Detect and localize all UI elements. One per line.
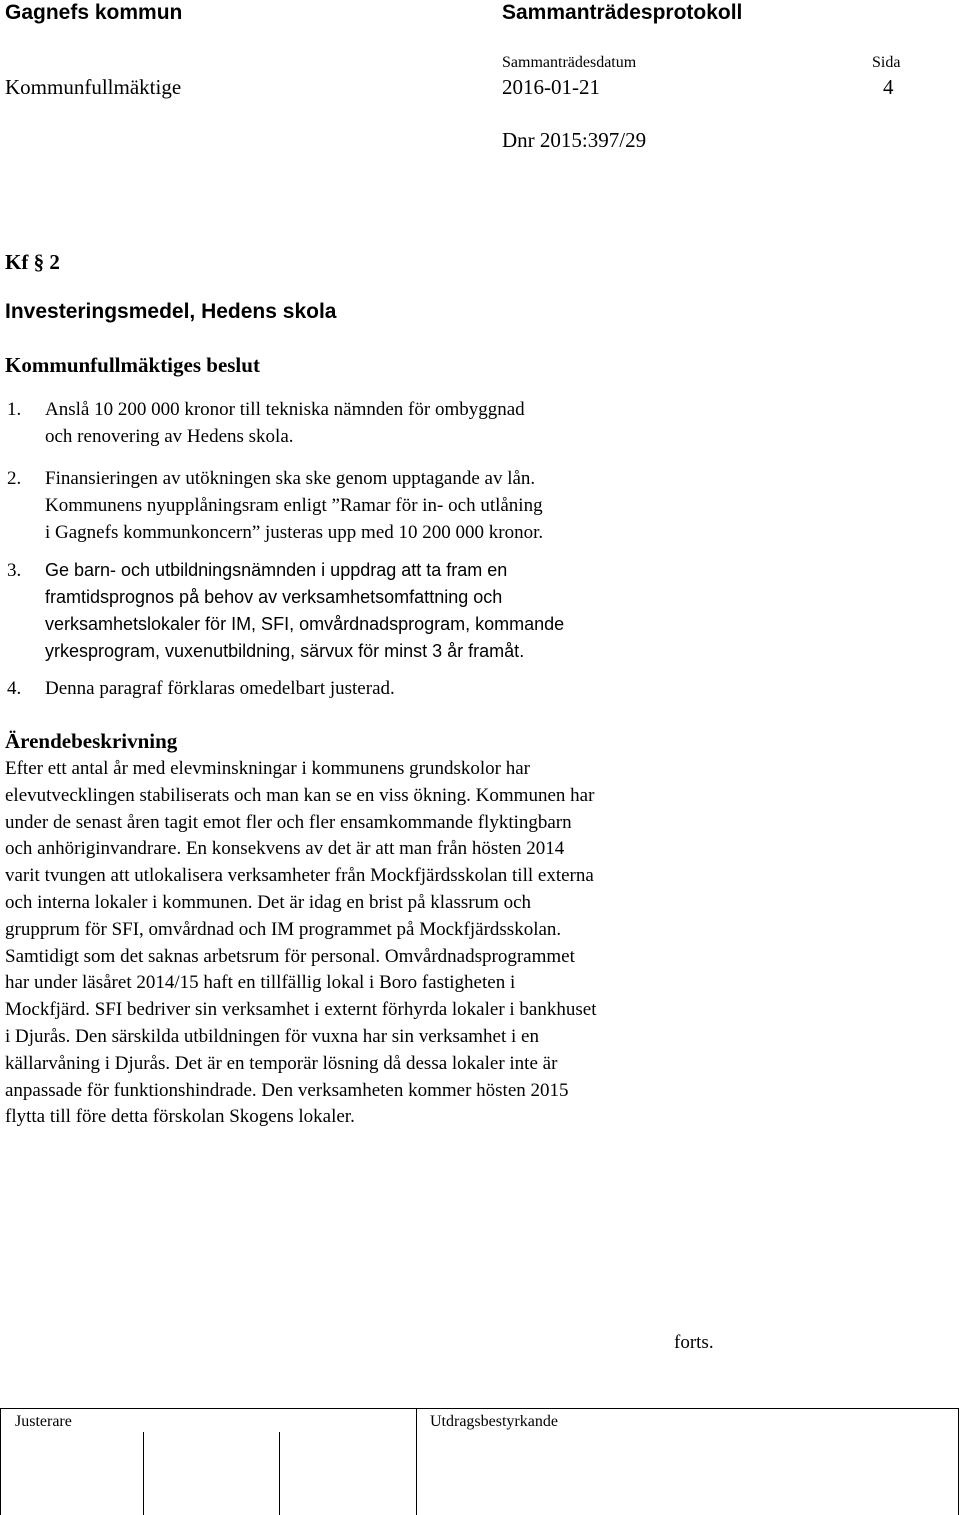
decision-item [45, 557, 564, 665]
decision-number: 2. [7, 468, 22, 489]
decision-line: i Gagnefs kommunkoncern” justeras upp med 10 200 000 kronor. [45, 522, 544, 543]
paragraph-number: Kf § 2 [5, 250, 60, 274]
description-line: i Djurås. Den särskilda utbildningen för vuxna har sin verksamhet i en [5, 1025, 539, 1047]
description-heading: Ärendebeskrivning [5, 729, 178, 753]
decision-line: Denna paragraf förklaras omedelbart justerad. [45, 678, 395, 699]
organization-name: Gagnefs kommun [5, 1, 183, 24]
decision-heading: Kommunfullmäktiges beslut [5, 353, 260, 377]
adjuster-label: Justerare [15, 1413, 72, 1430]
decision-line: Ge barn- och utbildningsnämnden i uppdrag att ta fram en [45, 560, 508, 580]
description-line: Samtidigt som det saknas arbetsrum för personal. Omvårdnadsprogrammet [5, 945, 575, 967]
decision-line: Kommunens nyupplåningsram enligt ”Ramar för in- och utlåning [45, 495, 543, 516]
decision-number: 4. [7, 678, 22, 699]
body-name: Kommunfullmäktige [5, 75, 182, 99]
continuation-marker: forts. [674, 1332, 714, 1353]
description-line: grupprum för SFI, omvårdnad och IM programmet på Mockfjärdsskolan. [5, 918, 562, 940]
diary-number: Dnr 2015:397/29 [502, 128, 647, 152]
description-line: elevutvecklingen stabiliserats och man kan se en viss ökning. Kommunen har [5, 784, 595, 806]
paragraph-subject: Investeringsmedel, Hedens skola [5, 300, 337, 323]
footer-right-border [958, 1408, 959, 1515]
decision-line: och renovering av Hedens skola. [45, 426, 294, 447]
description-line: och interna lokaler i kommunen. Det är idag en brist på klassrum och [5, 891, 532, 913]
decision-item [45, 465, 543, 546]
meeting-date: 2016-01-21 [502, 75, 600, 99]
decision-item [45, 396, 525, 450]
description-line: Efter ett antal år med elevminskningar i kommunens grundskolor har [5, 758, 530, 779]
signature-divider [143, 1432, 144, 1515]
decision-item [45, 675, 395, 702]
document-type: Sammanträdesprotokoll [502, 1, 743, 24]
decision-number: 3. [7, 560, 22, 581]
description-line: varit tvungen att utlokalisera verksamheter från Mockfjärdsskolan till externa [5, 865, 594, 887]
decision-line: verksamhetslokaler för IM, SFI, omvårdnadsprogram, kommande [45, 614, 565, 634]
description-line: Mockfjärd. SFI bedriver sin verksamhet i externt förhyrda lokaler i bankhuset [5, 999, 597, 1021]
page-number: 4 [883, 75, 894, 99]
decision-line: yrkesprogram, vuxenutbildning, särvux för minst 3 år framåt. [45, 641, 525, 661]
extract-label: Utdragsbestyrkande [430, 1413, 558, 1430]
description-body [5, 756, 596, 1131]
description-line: flytta till före detta förskolan Skogens lokaler. [5, 1106, 355, 1128]
description-line: under de senast åren tagit emot fler och fler ensamkommande flyktingbarn [5, 811, 572, 833]
signature-divider [279, 1432, 280, 1515]
description-line: källarvåning i Djurås. Det är en temporär lösning då dessa lokaler inte är [5, 1052, 558, 1074]
meeting-date-label: Sammanträdesdatum [502, 54, 637, 71]
footer-section-divider [416, 1408, 417, 1515]
description-line: och anhöriginvandrare. En konsekvens av det är att man från hösten 2014 [5, 838, 565, 860]
description-line: har under läsåret 2014/15 haft en tillfällig lokal i Boro fastigheten i [5, 972, 516, 994]
page-label: Sida [872, 54, 901, 71]
decision-line: Anslå 10 200 000 kronor till tekniska nämnden för ombyggnad [45, 399, 525, 420]
decision-number: 1. [7, 399, 22, 420]
description-line: anpassade för funktionshindrade. Den verksamheten kommer hösten 2015 [5, 1079, 569, 1101]
decision-line: framtidsprognos på behov av verksamhetsomfattning och [45, 587, 503, 607]
decision-line: Finansieringen av utökningen ska ske genom upptagande av lån. [45, 468, 536, 489]
footer-left-border [0, 1408, 1, 1515]
